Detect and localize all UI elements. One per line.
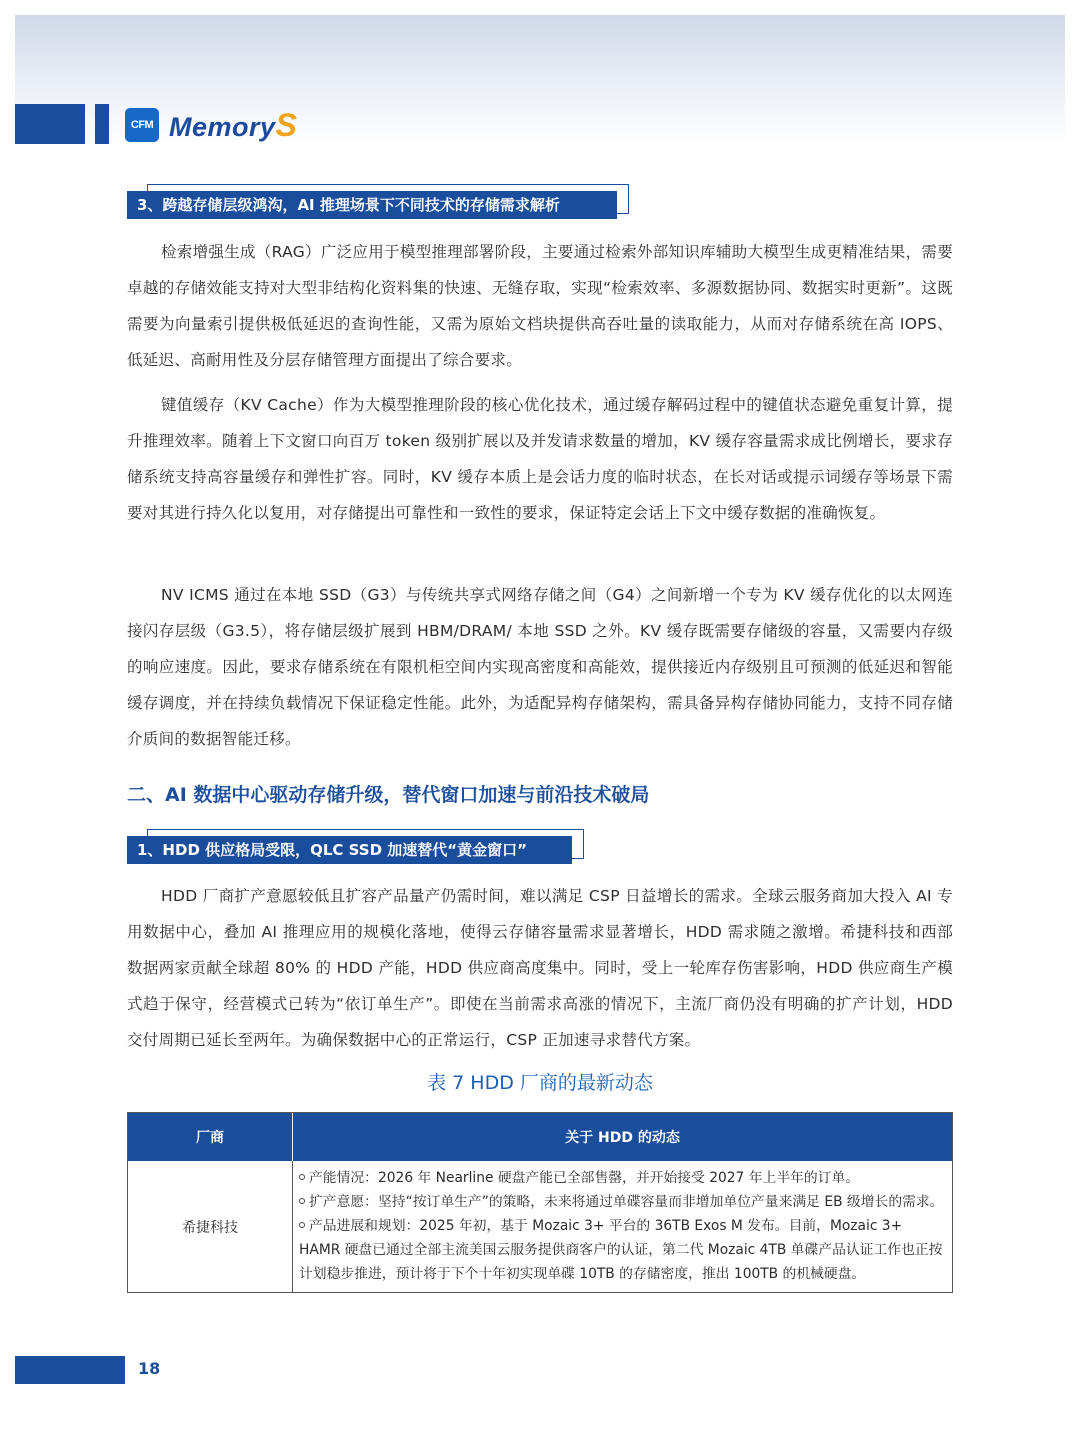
hdd-vendor-table: [127, 1112, 953, 1293]
section-3-heading: [127, 191, 617, 219]
table-header-row: [128, 1113, 952, 1161]
list-item: [299, 1166, 944, 1190]
item-text: 产品进展和规划：2025 年初，基于 Mozaic 3+ 平台的 36TB Exos M 发布。目前，Mozaic 3+ HAMR 硬盘已通过全部主流美国云服务提供商客户的认证，第二代 Mozaic 4TB 单碟产品认证工作也正按计划稳步推进，预计将于下个十年初实现单碟 10TB 的存储密度，推出 100TB 的机械硬盘。: [299, 1218, 943, 1282]
header-accent-block: [15, 104, 85, 144]
header-accent-bar: [95, 104, 109, 144]
section-1-heading: [127, 836, 572, 864]
paragraph-rag: 检索增强生成（RAG）广泛应用于模型推理部署阶段，主要通过检索外部知识库辅助大模型生成更精准结果，需要卓越的存储效能支持对大型非结构化资料集的快速、无缝存取，实现“检索效率、多源数据协同、数据实时更新”。这既需要为向量索引提供极低延迟的查询性能，又需为原始文档块提供高吞吐量的读取能力，从而对存储系统在高 IOPS、低延迟、高耐用性及分层存储管理方面提出了综合要求。: [127, 243, 953, 369]
section-1-title: 1、HDD 供应格局受限，QLC SSD 加速替代“黄金窗口”: [127, 836, 572, 864]
paragraph-kv-cache: 键值缓存（KV Cache）作为大模型推理阶段的核心优化技术，通过缓存解码过程中的键值状态避免重复计算，提升推理效率。随着上下文窗口向百万 token 级别扩展以及并发请求数量的增加，KV 缓存容量需求成比例增长，要求存储系统支持高容量缓存和弹性扩容。同时，KV 缓存本质上是会话力度的临时状态，在长对话或提示词缓存等场景下需要对其进行持久化以复用，对存储提出可靠性和一致性的要求，保证特定会话上下文中缓存数据的准确恢复。: [127, 396, 953, 522]
list-item: [299, 1214, 944, 1286]
list-item: [299, 1190, 944, 1214]
header-dynamics: 关于 HDD 的动态: [565, 1130, 680, 1146]
bullet-icon: [299, 1198, 305, 1204]
header-vendor: 厂商: [128, 1113, 293, 1161]
bullet-icon: [299, 1174, 305, 1180]
item-text: 产能情况：2026 年 Nearline 硬盘产能已全部售罄，并开始接受 2027 年上半年的订单。: [309, 1170, 860, 1186]
logo-s: S: [275, 106, 298, 143]
paragraph-hdd-supply: HDD 厂商扩产意愿较低且扩容产品量产仍需时间，难以满足 CSP 日益增长的需求。全球云服务商加大投入 AI 专用数据中心，叠加 AI 推理应用的规模化落地，使得云存储容量需求显著增长，HDD 需求随之激增。希捷科技和西部数据两家贡献全球超 80% 的 HDD 产能，HDD 供应商高度集中。同时，受上一轮库存伤害影响，HDD 供应商生产模式趋于保守，经营模式已转为“依订单生产”。即使在当前需求高涨的情况下，主流厂商仍没有明确的扩产计划，HDD 交付周期已延长至两年。为确保数据中心的正常运行，CSP 正加速寻求替代方案。: [127, 887, 953, 1049]
vendor-cell: 希捷科技: [128, 1161, 293, 1292]
chapter-2-title: 二、AI 数据中心驱动存储升级，替代窗口加速与前沿技术破局: [127, 784, 650, 806]
cfm-badge-icon: CFM: [125, 108, 159, 142]
footer-accent-bar: [15, 1356, 125, 1384]
item-text: 扩产意愿：坚持“按订单生产”的策略，未来将通过单碟容量而非增加单位产量来满足 EB 级增长的需求。: [309, 1194, 944, 1210]
paragraph-nv-icms: NV ICMS 通过在本地 SSD（G3）与传统共享式网络存储之间（G4）之间新增一个专为 KV 缓存优化的以太网连接闪存层级（G3.5），将存储层级扩展到 HBM/DRAM/ 本地 SSD 之外。KV 缓存既需要存储级的容量，又需要内存级的响应速度。因此，要求存储系统在有限机柜空间内实现高密度和高能效，提供接近内存级别且可预测的低延迟和智能缓存调度，并在持续负载情况下保证稳定性能。此外，为适配异构存储架构，需具备异构存储协同能力，支持不同存储介质间的数据智能迁移。: [127, 586, 953, 748]
dynamics-cell: [293, 1161, 952, 1292]
logo-wordmark: [169, 107, 297, 144]
memorys-logo: [125, 108, 297, 142]
bullet-icon: [299, 1222, 305, 1228]
logo-text: Memory: [169, 111, 276, 142]
table-caption: 表 7 HDD 厂商的最新动态: [427, 1072, 653, 1094]
section-3-title: 3、跨越存储层级鸿沟，AI 推理场景下不同技术的存储需求解析: [127, 191, 617, 219]
page-number: 18: [138, 1359, 161, 1378]
table-row: [128, 1161, 952, 1292]
